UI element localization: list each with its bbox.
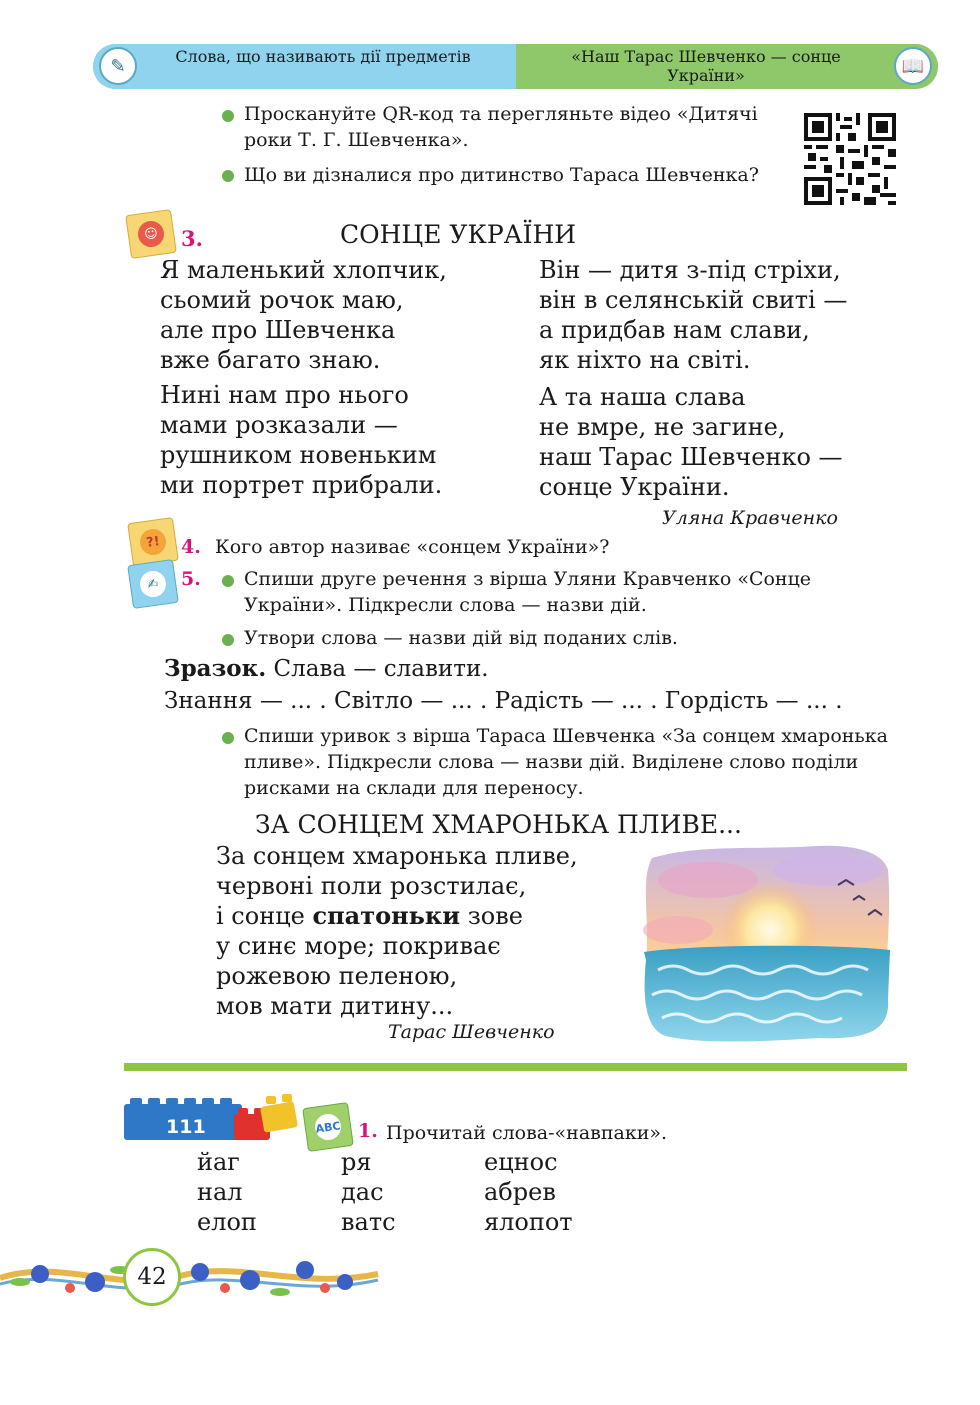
poem-line: у синє море; покриває	[216, 932, 501, 960]
reading-task-icon	[125, 209, 177, 259]
poem-line: ми портрет прибрали.	[160, 471, 443, 499]
poem-line: наш Тарас Шевченко —	[539, 443, 843, 471]
words-to-transform: Знання — ... . Світло — ... . Радість — ... . Гордість — ... .	[164, 688, 843, 714]
task5-bullet-1: Спиши друге речення з вірша Уляни Кравченко «Сонце України». Підкресли слова — назви дій.	[244, 568, 812, 616]
poem-line: Він — дитя з-під стріхи,	[539, 256, 841, 284]
page-header	[93, 44, 938, 89]
header-topic-left	[93, 44, 516, 89]
poem-line: як ніхто на світі.	[539, 346, 751, 374]
sunset-sea-illustration	[638, 840, 894, 1045]
task-number: 5.	[181, 568, 201, 590]
child-reading-icon: ☺	[136, 219, 165, 248]
poem2-text	[216, 841, 578, 1021]
poem-right-stanza-2	[539, 382, 843, 502]
example-text: Слава — славити.	[273, 656, 489, 682]
poem-line: але про Шевченка	[160, 316, 396, 344]
word-column-3	[484, 1147, 573, 1237]
page-number: 42	[123, 1248, 181, 1306]
floral-ornament	[0, 1248, 380, 1308]
highlighted-word: спатоньки	[312, 901, 461, 930]
bullet-icon	[222, 634, 234, 646]
poem-line: рожевою пеленою,	[216, 962, 458, 990]
poem-line: А та наша слава	[539, 383, 746, 411]
poem-line: червоні поли розстилає,	[216, 872, 527, 900]
poem-right-stanza-1	[539, 255, 847, 375]
poem-left-stanza-2	[160, 380, 442, 500]
reversed-word: елоп	[197, 1208, 257, 1236]
pen-icon: ✎	[99, 47, 137, 85]
word-column-2	[341, 1147, 396, 1237]
reversed-word: ялопот	[484, 1208, 573, 1236]
example-label: Зразок.	[164, 655, 267, 682]
reversed-word: йаг	[197, 1148, 240, 1176]
reversed-word: дас	[341, 1178, 384, 1206]
word-column-1	[197, 1147, 257, 1237]
poem-line: вже багато знаю.	[160, 346, 381, 374]
writing-task-icon	[127, 559, 179, 609]
poem2-title: ЗА СОНЦЕМ ХМАРОНЬКА ПЛИВЕ...	[255, 810, 742, 839]
poem-line: мов мати дитину...	[216, 992, 454, 1020]
poem-left-stanza-1	[160, 255, 447, 375]
alphabet-task-icon	[302, 1102, 354, 1152]
reversed-word: абрев	[484, 1178, 556, 1206]
intro-bullet-1: Проскануйте QR-код та перегляньте відео «Дитячі роки Т. Г. Шевченка».	[244, 103, 758, 151]
poem-title: СОНЦЕ УКРАЇНИ	[340, 220, 577, 249]
example-line	[164, 654, 489, 684]
reversed-word: ря	[341, 1148, 372, 1176]
task-number: 4.	[181, 536, 201, 558]
poem2-author: Тарас Шевченко	[388, 1021, 555, 1043]
bullet-icon	[222, 732, 234, 744]
poem-line: Нині нам про нього	[160, 381, 409, 409]
exclamation-question-icon: ?!	[138, 527, 167, 556]
bullet-icon	[222, 110, 234, 122]
poem-line: а придбав нам слави,	[539, 316, 810, 344]
poem-line: рушником новеньким	[160, 441, 437, 469]
task-number: 1.	[358, 1120, 378, 1142]
intro-bullet-2: Що ви дізналися про дитинство Тараса Шевченка?	[244, 164, 759, 186]
poem-line: мами розказали —	[160, 411, 398, 439]
poem-line: не вмре, не загине,	[539, 413, 786, 441]
book-icon: 📖	[894, 47, 932, 85]
bullet-icon	[222, 575, 234, 587]
header-left-title: Слова, що називають дії предметів	[175, 47, 471, 66]
task4-text: Кого автор називає «сонцем України»?	[215, 536, 610, 558]
poem-line: Я маленький хлопчик,	[160, 256, 447, 284]
header-right-title: «Наш Тарас Шевченко — сонце України»	[571, 47, 841, 85]
pencil-icon: ✍	[138, 569, 167, 598]
section-task-text: Прочитай слова-«навпаки».	[386, 1122, 668, 1144]
section-divider	[124, 1063, 907, 1071]
poem-text: і сонце	[216, 902, 313, 930]
poem-text: зове	[460, 902, 523, 930]
qr-code[interactable]	[804, 113, 896, 205]
header-topic-right	[516, 44, 938, 89]
abc-blocks-icon: ABC	[313, 1112, 342, 1141]
poem-author: Уляна Кравченко	[662, 507, 838, 529]
task5-bullet-3: Спиши уривок з вірша Тараса Шевченка «За сонцем хмаронька пливе». Підкресли слова — назви дій. Виділене слово поділи рисками на склади для переносу.	[244, 725, 888, 799]
task5-bullet-2: Утвори слова — назви дій від поданих слів.	[244, 627, 678, 649]
task-number: 3.	[181, 226, 203, 251]
lego-bricks-icon	[124, 1094, 300, 1144]
poem-line: За сонцем хмаронька пливе,	[216, 842, 578, 870]
bullet-icon	[222, 170, 234, 182]
reversed-word: ецнос	[484, 1148, 558, 1176]
reversed-word: нал	[197, 1178, 243, 1206]
brick-number: 111	[166, 1116, 206, 1138]
poem-line: сонце України.	[539, 473, 730, 501]
poem-line	[216, 901, 578, 931]
poem-line: він в селянській свиті —	[539, 286, 848, 314]
poem-line: сьомий рочок маю,	[160, 286, 404, 314]
reversed-word: ватс	[341, 1208, 396, 1236]
